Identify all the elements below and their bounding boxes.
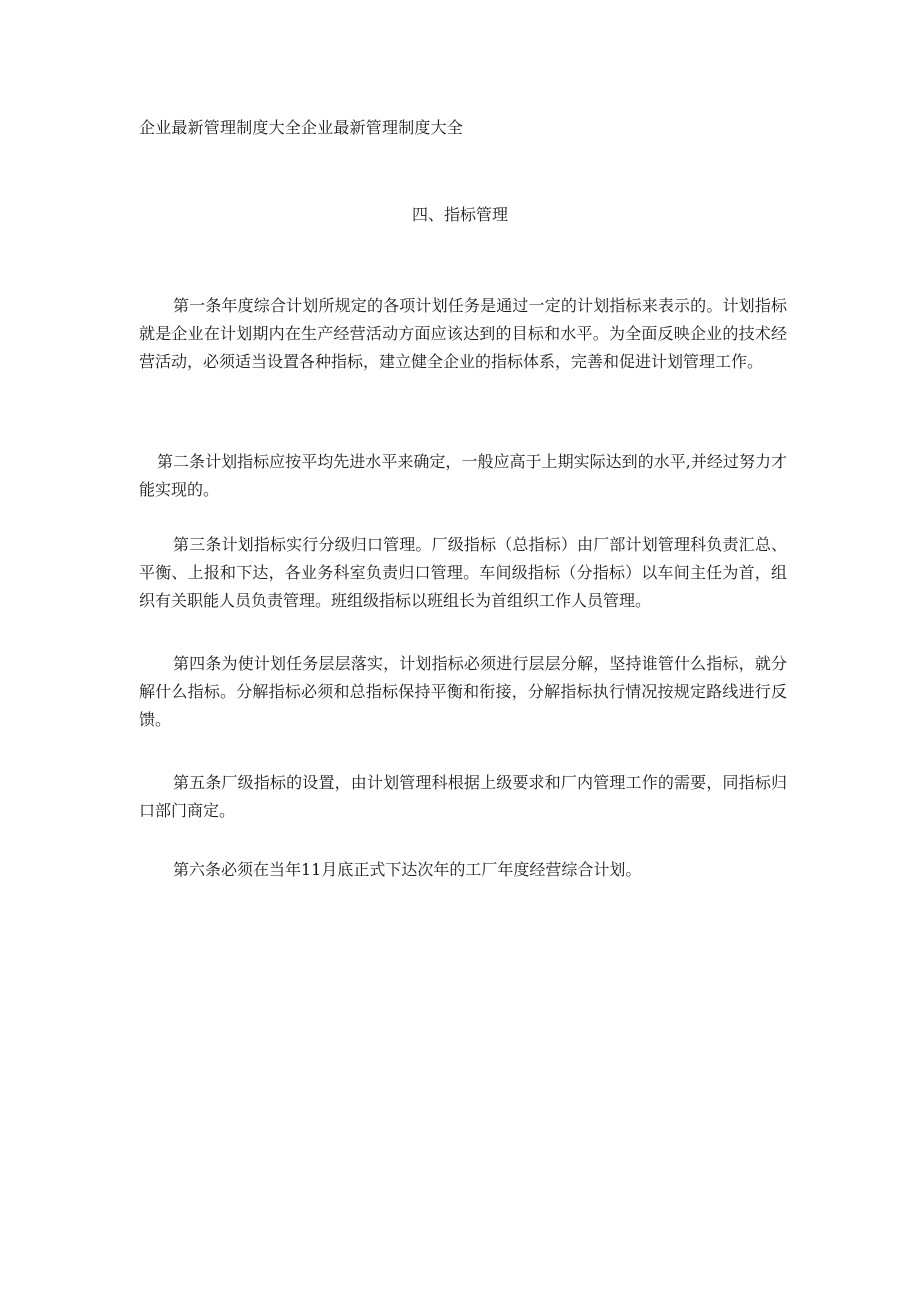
article-2: 第二条计划指标应按平均先进水平来确定，一般应高于上期实际达到的水平,并经过努力才能实现的。: [139, 452, 787, 499]
article-6: 第六条必须在当年11月底正式下达次年的工厂年度经营综合计划。: [173, 860, 642, 879]
section-title: 四、指标管理: [411, 205, 508, 224]
article-1: 第一条年度综合计划所规定的各项计划任务是通过一定的计划指标来表示的。计划指标就是企业在计划期内在生产经营活动方面应该达到的目标和水平。为全面反映企业的技术经营活动，必须适当设置各种指标，建立健全企业的指标体系，完善和促进计划管理工作。: [139, 296, 787, 371]
article-4: 第四条为使计划任务层层落实，计划指标必须进行层层分解，坚持谁管什么指标，就分解什么指标。分解指标必须和总指标保持平衡和衔接，分解指标执行情况按规定路线进行反馈。: [139, 654, 787, 729]
document-header: 企业最新管理制度大全企业最新管理制度大全: [139, 118, 464, 137]
article-5: 第五条厂级指标的设置，由计划管理科根据上级要求和厂内管理工作的需要，同指标归口部门商定。: [139, 773, 787, 820]
article-3: 第三条计划指标实行分级归口管理。厂级指标（总指标）由厂部计划管理科负责汇总、平衡、上报和下达，各业务科室负责归口管理。车间级指标（分指标）以车间主任为首，组织有关职能人员负责管理。班组级指标以班组长为首组织工作人员管理。: [139, 535, 787, 610]
